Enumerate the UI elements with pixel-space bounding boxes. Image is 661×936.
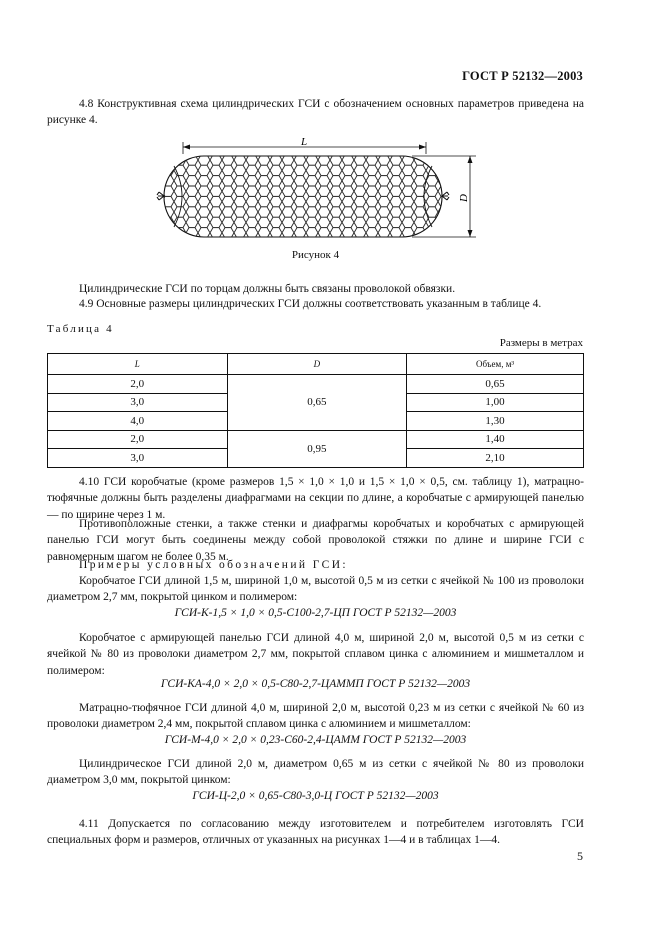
examples-title: Примеры условных обозначений ГСИ:	[79, 559, 349, 571]
right-tie-wire	[442, 192, 449, 200]
intro-paragraph: 4.8 Конструктивная схема цилиндрических ГСИ с обозначением основных параметров приведена на рисунке 4.	[47, 98, 584, 127]
left-tie-wire	[157, 192, 164, 200]
cell-d: 0,95	[227, 430, 407, 467]
tie-wire-paragraph: Цилиндрические ГСИ по торцам должны быть связаны проволокой обвязки.	[79, 283, 456, 295]
section-4-11-paragraph: 4.11 Допускается по согласованию между изготовителем и потребителем изготовлять ГСИ специальных форм и размеров, отличных от указанных на рисунках 1—4 и в таблицах 1—4.	[47, 818, 584, 847]
cell-volume: 1,00	[407, 393, 584, 412]
header-d: D	[227, 354, 407, 375]
example-2-text: Коробчатое с армирующей панелью ГСИ длиной 4,0 м, шириной 2,0 м, высотой 0,5 м из сетки с ячейкой № 80 из проволоки диаметром 2,7 мм, покрытой сплавом цинка с алюминием и мишметаллом и полимером:	[47, 632, 584, 677]
cell-l: 2,0	[48, 430, 228, 449]
section-4-10-paragraph: 4.10 ГСИ коробчатые (кроме размеров 1,5 × 1,0 × 1,0 и 1,5 × 1,0 × 0,5, см. таблицу 1), матрацно-тюфячные должны быть разделены диафрагмами на секции по длине, а коробчатые с армирующей панелью — по ширине через 1 м.	[47, 476, 584, 521]
hex-mesh	[164, 156, 442, 237]
cell-l: 4,0	[48, 412, 228, 431]
cell-volume: 2,10	[407, 449, 584, 468]
cell-l: 3,0	[48, 449, 228, 468]
section-4-9-paragraph: 4.9 Основные размеры цилиндрических ГСИ должны соответствовать указанным в таблице 4.	[79, 298, 542, 310]
document-code: ГОСТ Р 52132—2003	[462, 69, 583, 83]
table-row	[48, 375, 584, 394]
example-1-text: Коробчатое ГСИ длиной 1,5 м, шириной 1,0 м, высотой 0,5 м из сетки с ячейкой № 100 из проволоки диаметром 2,7 мм, покрытой цинком и полимером:	[47, 575, 584, 604]
page-number: 5	[577, 849, 583, 863]
cell-volume: 1,40	[407, 430, 584, 449]
header-l: L	[48, 354, 228, 375]
example-4-formula: ГСИ-Ц-2,0 × 0,65-С80-3,0-Ц ГОСТ Р 52132—2003	[192, 790, 439, 802]
cell-d: 0,65	[227, 375, 407, 431]
table-label: Таблица 4	[47, 323, 114, 335]
walls-paragraph: Противоположные стенки, а также стенки и диафрагмы коробчатых и коробчатых с армирующей панелью ГСИ могут быть соединены между собой проволокой стяжки по длине и ширине ГСИ с равномерным шагом не более 0,35 м.	[47, 518, 584, 563]
figure-caption: Рисунок 4	[291, 249, 340, 261]
cell-l: 3,0	[48, 393, 228, 412]
table-row	[48, 430, 584, 449]
header-volume: Объем, м³	[407, 354, 584, 375]
table-units: Размеры в метрах	[499, 337, 583, 349]
cell-l: 2,0	[48, 375, 228, 394]
cylinder-gabion-figure	[150, 134, 490, 242]
dimensions-table	[47, 353, 584, 468]
example-4-text: Цилиндрическое ГСИ длиной 2,0 м, диаметром 0,65 м из сетки с ячейкой № 80 из проволоки диаметром 3,0 мм, покрытой цинком:	[47, 758, 584, 787]
cell-volume: 1,30	[407, 412, 584, 431]
cell-volume: 0,65	[407, 375, 584, 394]
example-1-formula: ГСИ-К-1,5 × 1,0 × 0,5-С100-2,7-ЦП ГОСТ Р 52132—2003	[174, 607, 457, 619]
dim-l-label: L	[301, 136, 308, 148]
dim-d-label: D	[458, 194, 470, 202]
example-3-text: Матрацно-тюфячное ГСИ длиной 4,0 м, шириной 2,0 м, высотой 0,23 м из сетки с ячейкой № 60 из проволоки диаметром 2,4 мм, покрытой сплавом цинка с алюминием и мишметаллом:	[47, 702, 584, 731]
example-2-formula: ГСИ-КА-4,0 × 2,0 × 0,5-С80-2,7-ЦАММП ГОСТ Р 52132—2003	[160, 678, 471, 690]
example-3-formula: ГСИ-М-4,0 × 2,0 × 0,23-С60-2,4-ЦАММ ГОСТ Р 52132—2003	[164, 734, 467, 746]
